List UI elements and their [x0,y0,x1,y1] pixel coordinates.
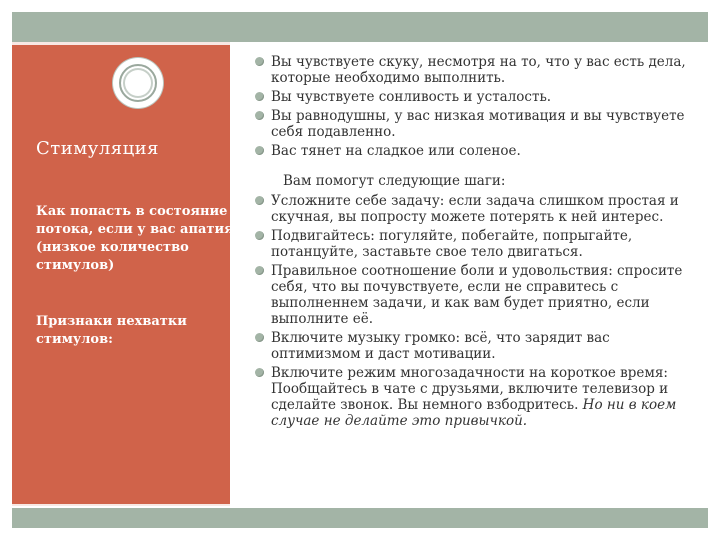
panel-subtitle-flow: Как попасть в состояние потока, если у вас апатия (низкое количество стимулов) [36,204,234,273]
bullet-dot-icon [255,196,264,205]
list-item-text: Вас тянет на сладкое или соленое. [271,143,521,159]
bullet-dot-icon [255,92,264,101]
bullet-dot-icon [255,57,264,66]
steps-intro: Вам помогут следующие шаги: [283,173,506,189]
list-item-text: Вы равнодушны, у вас низкая мотивация и вы чувствуете себя подавленно. [271,108,685,140]
list-item [253,108,701,140]
steps-list [253,193,701,429]
panel-top-divider [12,42,230,45]
list-item-text: Усложните себе задачу: если задача слишком простая и скучная, вы попросту можете потерять к ней интерес. [271,193,679,225]
list-item-text: Вы чувствуете скуку, несмотря на то, что у вас есть дела, которые необходимо выполнить. [271,54,686,86]
bullet-dot-icon [255,111,264,120]
list-item-text: Правильное соотношение боли и удовольствия: спросите себя, что вы почувствуете, если не справитесь с выполненнем задачи, и как вам будет приятно, если выполните её. [271,263,683,327]
list-item [253,263,701,327]
signs-list [253,54,701,159]
list-item [253,228,701,260]
list-item [253,330,701,362]
list-item [253,193,701,225]
panel-bottom-divider [12,504,230,506]
list-item-text: Включите режим многозадачности на короткое время: Пообщайтесь в чате с друзьями, включите телевизор и сделайте звонок. Вы немного взбодритесь. [271,365,669,413]
content-area [253,54,701,432]
list-item-text: Включите музыку громко: всё, что зарядит вас оптимизмом и даст мотивации. [271,330,610,362]
list-item-text: Подвигайтесь: погуляйте, побегайте, попрыгайте, потанцуйте, заставьте свое тело двигаться. [271,228,633,260]
bullet-dot-icon [255,368,264,377]
bullet-dot-icon [255,231,264,240]
circle-emblem-icon [113,58,163,108]
list-item [253,365,701,429]
list-item [253,89,701,105]
list-item-italic-note: Но ни в коем случае не делайте это привычкой. [271,397,677,429]
left-panel [12,42,234,506]
emblem-ring [119,64,157,102]
list-item [253,54,701,86]
top-band [12,12,708,42]
slide-title: Стимуляция [36,138,160,159]
panel-subtitle-signs: Признаки нехватки стимулов: [36,314,187,347]
bullet-dot-icon [255,146,264,155]
list-item-text: Вы чувствуете сонливость и усталость. [271,89,552,105]
list-item [253,143,701,159]
bullet-dot-icon [255,266,264,275]
bottom-band [12,508,708,528]
bullet-dot-icon [255,333,264,342]
